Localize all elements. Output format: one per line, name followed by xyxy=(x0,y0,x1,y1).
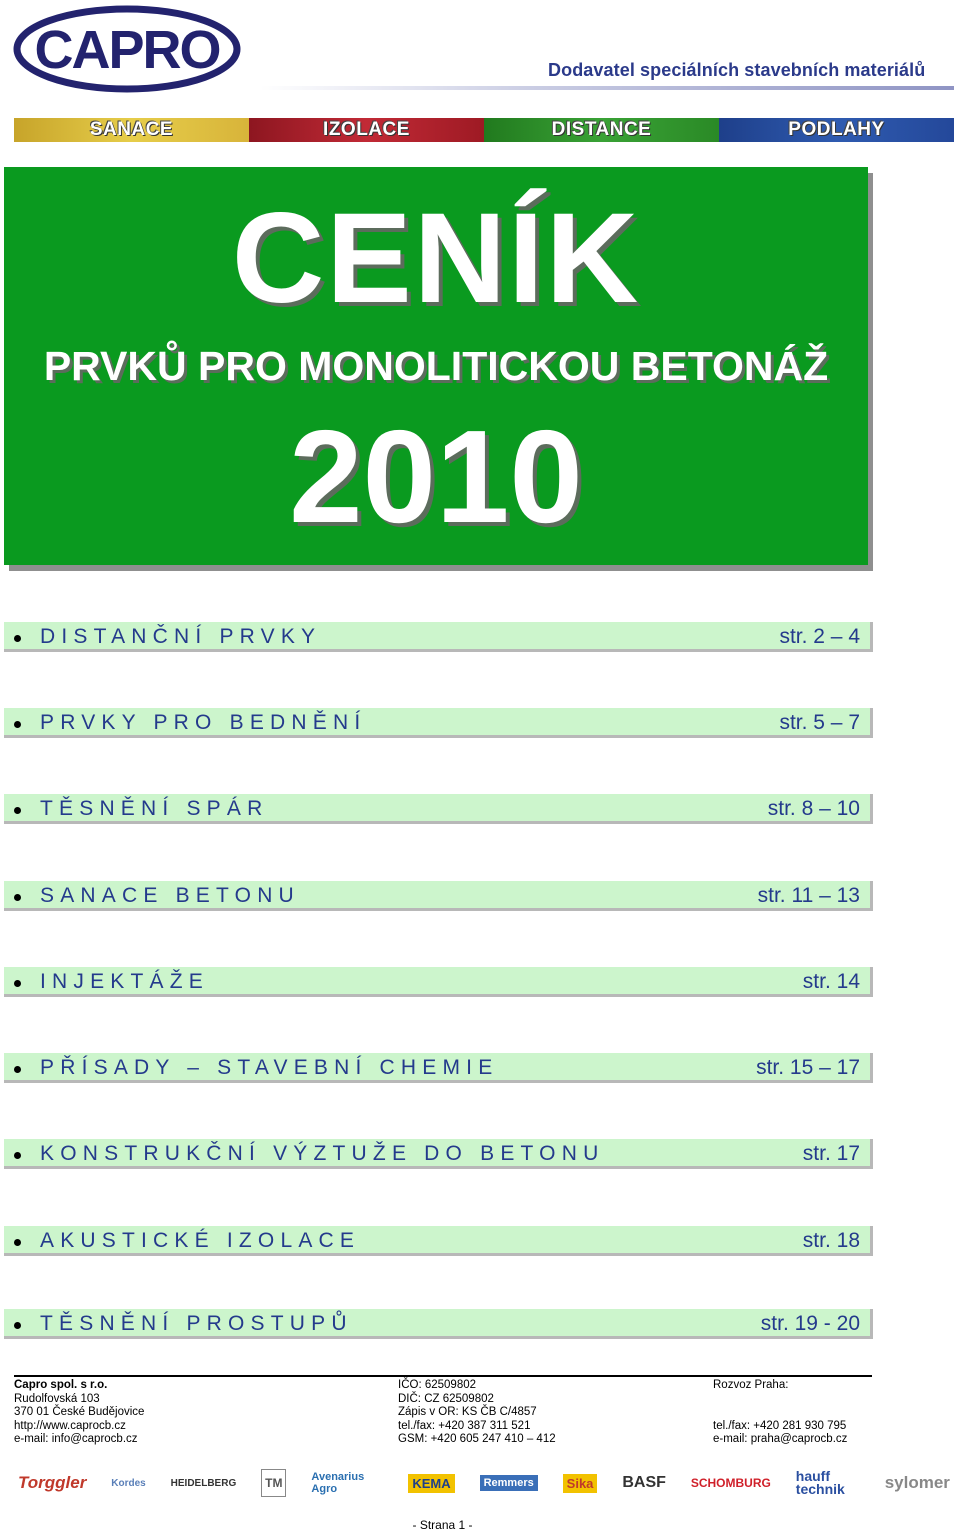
partner-logo-tm: TM xyxy=(261,1469,286,1497)
register-record: Zápis v OR: KS ČB C/4857 xyxy=(398,1406,537,1419)
bullet-icon xyxy=(14,1152,21,1159)
toc-label: KONSTRUKČNÍ VÝZTUŽE DO BETONU xyxy=(40,1142,605,1165)
toc-row xyxy=(4,1053,873,1083)
toc-pages: str. 2 – 4 xyxy=(779,625,860,648)
toc-pages: str. 18 xyxy=(802,1229,860,1252)
toc-pages: str. 17 xyxy=(802,1142,860,1165)
toc-pages: str. 19 - 20 xyxy=(760,1312,860,1335)
company-tagline: Dodavatel speciálních stavebních materiálů xyxy=(548,60,926,80)
partner-logo-torggler: Torggler xyxy=(18,1473,87,1492)
toc-label: DISTANČNÍ PRVKY xyxy=(40,625,322,648)
company-web-link[interactable]: http://www.caprocb.cz xyxy=(14,1419,126,1432)
bullet-icon xyxy=(14,635,21,642)
company-registration xyxy=(398,1379,556,1447)
company-name: Capro spol. s r.o. xyxy=(14,1379,108,1391)
bullet-icon xyxy=(14,1322,21,1329)
toc-row xyxy=(4,881,873,911)
banner-distance: DISTANCE xyxy=(484,118,719,142)
partner-logo-kordes: Kordes xyxy=(111,1477,146,1489)
bullet-icon xyxy=(14,721,21,728)
toc-row xyxy=(4,1139,873,1169)
toc-label: SANACE BETONU xyxy=(40,884,300,907)
company-street: Rudolfovská 103 xyxy=(14,1392,100,1405)
praha-phone: tel./fax: +420 281 930 795 xyxy=(713,1419,847,1432)
title-subtitle: PRVKŮ PRO MONOLITICKOU BETONÁŽ xyxy=(43,343,829,389)
company-address xyxy=(14,1379,144,1447)
banner-izolace: IZOLACE xyxy=(249,118,484,142)
toc-pages: str. 5 – 7 xyxy=(779,711,860,734)
partner-logo-sika: Sika xyxy=(563,1474,598,1493)
bullet-icon xyxy=(14,980,21,987)
toc-row xyxy=(4,1226,873,1256)
toc-pages: str. 8 – 10 xyxy=(767,797,860,820)
header-divider xyxy=(260,86,954,90)
company-gsm: GSM: +420 605 247 410 – 412 xyxy=(398,1433,556,1446)
company-email-link[interactable]: e-mail: info@caprocb.cz xyxy=(14,1433,138,1446)
bullet-icon xyxy=(14,807,21,814)
partner-logo-sylomer: sylomer xyxy=(884,1473,950,1492)
company-phone: tel./fax: +420 387 311 521 xyxy=(398,1419,531,1432)
partner-logo-basf: BASF xyxy=(622,1474,666,1491)
ico: IČO: 62509802 xyxy=(398,1379,477,1391)
footer-divider xyxy=(14,1375,872,1377)
toc-pages: str. 15 – 17 xyxy=(756,1056,860,1079)
toc-label: AKUSTICKÉ IZOLACE xyxy=(40,1229,361,1252)
toc-label: INJEKTÁŽE xyxy=(40,970,209,993)
partner-logo-hauff: hauff technik xyxy=(795,1468,845,1497)
banner-sanace: SANACE xyxy=(14,118,249,142)
logo-text: CAPRO xyxy=(34,20,220,80)
partner-logo-kema: KEMA xyxy=(408,1474,454,1493)
toc-pages: str. 11 – 13 xyxy=(757,884,860,907)
praha-branch xyxy=(713,1379,847,1447)
company-city: 370 01 České Budějovice xyxy=(14,1406,145,1419)
praha-title: Rozvoz Praha: xyxy=(713,1379,789,1391)
toc-row xyxy=(4,622,873,652)
dic: DIČ: CZ 62509802 xyxy=(398,1392,494,1405)
bullet-icon xyxy=(14,894,21,901)
partner-logo-schomburg: SCHOMBURG xyxy=(690,1476,771,1490)
toc-label: PRVKY PRO BEDNĚNÍ xyxy=(40,711,367,734)
toc-pages: str. 14 xyxy=(802,970,860,993)
partner-logo-heidelberg: HEIDELBERG xyxy=(170,1477,237,1489)
toc-label: PŘÍSADY – STAVEBNÍ CHEMIE xyxy=(40,1056,499,1079)
title-main: CENÍK xyxy=(231,187,641,330)
toc-label: TĚSNĚNÍ PROSTUPŮ xyxy=(40,1312,353,1335)
bullet-icon xyxy=(14,1239,21,1246)
toc-row xyxy=(4,1309,873,1339)
toc-row xyxy=(4,794,873,824)
page-number: - Strana 1 - xyxy=(412,1518,473,1532)
banner-podlahy: PODLAHY xyxy=(719,118,954,142)
toc-row xyxy=(4,967,873,997)
category-banner xyxy=(14,118,954,142)
partner-logo-avenarius: Avenarius Agro xyxy=(311,1471,365,1495)
partner-logo-remmers: Remmers xyxy=(480,1475,538,1491)
partner-logos xyxy=(14,1460,954,1506)
bullet-icon xyxy=(14,1066,21,1073)
capro-logo xyxy=(12,4,242,94)
toc-row xyxy=(4,708,873,738)
title-block xyxy=(4,167,868,565)
title-year: 2010 xyxy=(289,403,583,550)
praha-email-link[interactable]: e-mail: praha@caprocb.cz xyxy=(713,1433,848,1446)
toc-label: TĚSNĚNÍ SPÁR xyxy=(40,797,269,820)
